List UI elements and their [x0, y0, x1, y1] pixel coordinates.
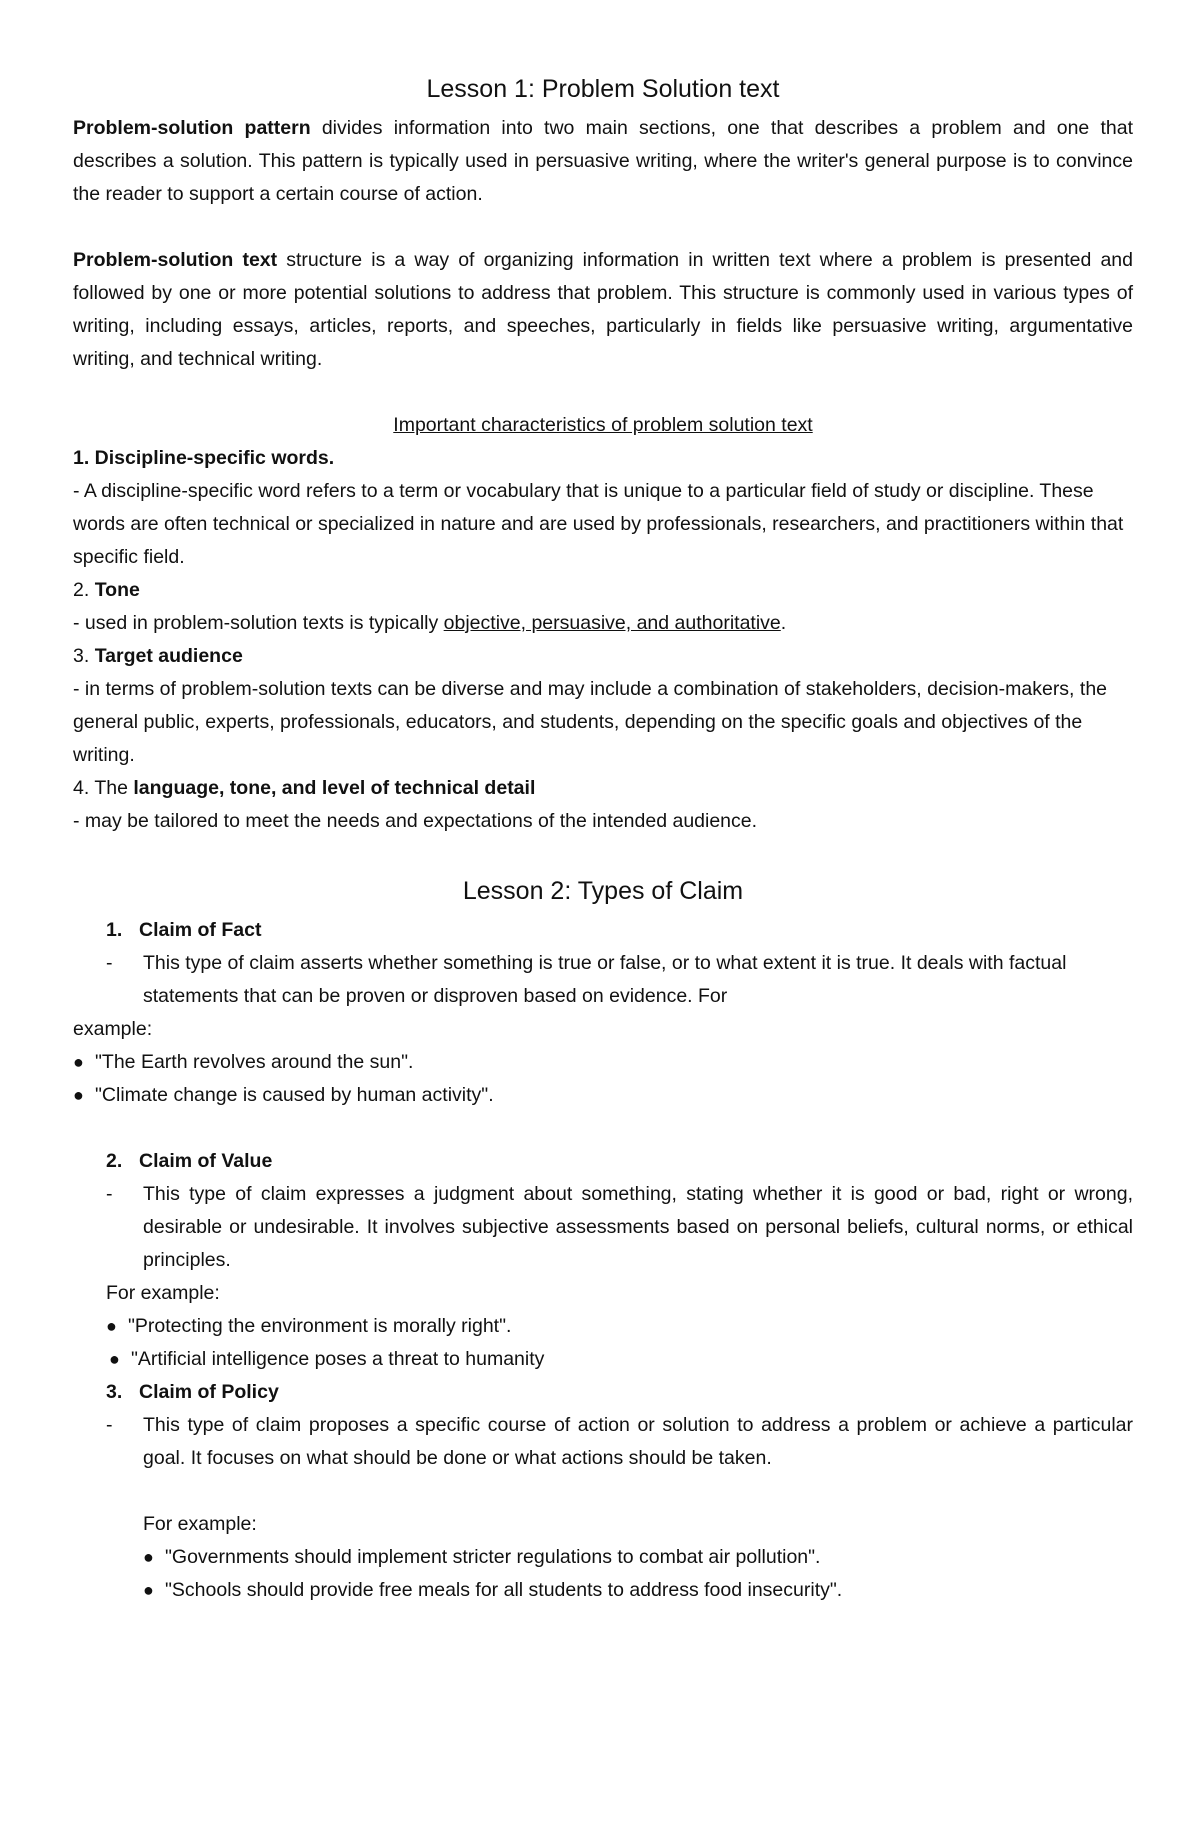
- claim-of-fact-description: [73, 947, 1133, 1013]
- dash-marker: -: [106, 1414, 113, 1436]
- claim-of-policy-description: [73, 1409, 1133, 1475]
- claim-title: Claim of Policy: [139, 1381, 279, 1403]
- characteristic-4-text: - may be tailored to meet the needs and expectations of the intended audience.: [73, 810, 758, 832]
- claim-description-text: This type of claim expresses a judgment about something, stating whether it is good or bad, right or wrong, desirable or undesirable. It involves subjective assessments based on personal beliefs, cultural norms, or ethical principles.: [143, 1183, 1133, 1271]
- example-text: "Artificial intelligence poses a threat to humanity: [131, 1348, 545, 1370]
- bullet-icon: ●: [109, 1349, 120, 1369]
- claim-of-value-example-label: For example:: [106, 1282, 220, 1304]
- term-problem-solution-text: Problem-solution text: [73, 249, 278, 271]
- lesson-1-title: Lesson 1: Problem Solution text: [426, 75, 780, 103]
- claim-of-value-description: [73, 1178, 1133, 1277]
- bullet-icon: ●: [73, 1085, 84, 1105]
- bullet-icon: ●: [143, 1547, 154, 1567]
- characteristic-2-text: [73, 607, 1133, 640]
- characteristic-2-underlined: objective, persuasive, and authoritative: [443, 612, 781, 634]
- claim-number: 3.: [106, 1381, 123, 1403]
- lesson-2-title: Lesson 2: Types of Claim: [462, 877, 744, 905]
- example-text: "The Earth revolves around the sun".: [95, 1051, 414, 1073]
- characteristic-1-heading: [73, 442, 1133, 475]
- list-item: [143, 1574, 1133, 1607]
- characteristic-4-title: language, tone, and level of technical detail: [133, 777, 536, 799]
- characteristic-3-heading: [73, 640, 1133, 673]
- characteristic-2-text-lead: - used in problem-solution texts is typically: [73, 612, 444, 634]
- dash-marker: -: [106, 952, 113, 974]
- bullet-icon: ●: [143, 1580, 154, 1600]
- example-text: "Schools should provide free meals for all students to address food insecurity".: [165, 1579, 843, 1601]
- characteristic-1-text: - A discipline-specific word refers to a term or vocabulary that is unique to a particular field of study or discipline. These words are often technical or specialized in nature and are used by professionals, researchers, and practitioners within that specific field.: [73, 480, 1124, 568]
- bullet-icon: ●: [73, 1052, 84, 1072]
- paragraph-problem-solution-text: [73, 244, 1133, 376]
- example-text: "Governments should implement stricter regulations to combat air pollution".: [165, 1546, 821, 1568]
- characteristic-2-title: Tone: [94, 579, 140, 601]
- claim-number: 1.: [106, 919, 123, 941]
- claim-title: Claim of Fact: [139, 919, 262, 941]
- claim-of-policy-heading: [73, 1376, 1133, 1409]
- characteristic-3-text: - in terms of problem-solution texts can be diverse and may include a combination of stakeholders, decision-makers, the general public, experts, professionals, educators, and students, depending on the specific goals and objectives of the writing.: [73, 678, 1108, 766]
- claim-of-policy-example-label: For example:: [143, 1513, 257, 1535]
- claim-title: Claim of Value: [139, 1150, 273, 1172]
- term-problem-solution-pattern: Problem-solution pattern: [73, 117, 311, 139]
- spacer: [73, 1475, 1133, 1508]
- list-item: [73, 1046, 1133, 1079]
- list-item: [109, 1343, 1133, 1376]
- characteristics-heading: Important characteristics of problem solution text: [393, 414, 813, 436]
- claim-of-fact-example-label: example:: [73, 1018, 153, 1040]
- list-item: [143, 1541, 1133, 1574]
- characteristic-3-number: 3.: [73, 645, 95, 667]
- paragraph-problem-solution-pattern: [73, 112, 1133, 211]
- example-text: "Protecting the environment is morally right".: [128, 1315, 512, 1337]
- claim-of-value-heading: [73, 1145, 1133, 1178]
- characteristic-3-title: Target audience: [94, 645, 243, 667]
- claim-description-text: This type of claim proposes a specific course of action or solution to address a problem or achieve a particular goal. It focuses on what should be done or what actions should be taken.: [143, 1414, 1133, 1469]
- claim-of-fact-heading: [73, 914, 1133, 947]
- spacer: [73, 211, 1133, 244]
- characteristic-2-heading: [73, 574, 1133, 607]
- characteristic-4-heading: [73, 772, 1133, 805]
- characteristic-2-number: 2.: [73, 579, 95, 601]
- document-page: [73, 70, 1133, 1607]
- characteristic-4-number: 4. The: [73, 777, 134, 799]
- paragraph-text: divides information into two main sections, one that describes a problem and one that describes a solution. This pattern is typically used in persuasive writing, where the writer's general purpose is to convince the reader to support a certain course of action.: [73, 117, 1133, 205]
- dash-marker: -: [106, 1183, 113, 1205]
- paragraph-text: structure is a way of organizing information in written text where a problem is presented and followed by one or more potential solutions to address that problem. This structure is commonly used in various types of writing, including essays, articles, reports, and speeches, particularly in fields like persuasive writing, argumentative writing, and technical writing.: [73, 249, 1133, 370]
- list-item: [73, 1079, 1133, 1112]
- spacer: [73, 1112, 1133, 1145]
- characteristic-2-text-end: .: [780, 612, 787, 634]
- characteristic-1-title: 1. Discipline-specific words.: [73, 447, 335, 469]
- claim-number: 2.: [106, 1150, 123, 1172]
- list-item: [106, 1310, 1133, 1343]
- bullet-icon: ●: [106, 1316, 117, 1336]
- claim-description-text: This type of claim asserts whether something is true or false, or to what extent it is true. It deals with factual statements that can be proven or disproven based on evidence. For: [143, 952, 1067, 1007]
- example-text: "Climate change is caused by human activity".: [95, 1084, 494, 1106]
